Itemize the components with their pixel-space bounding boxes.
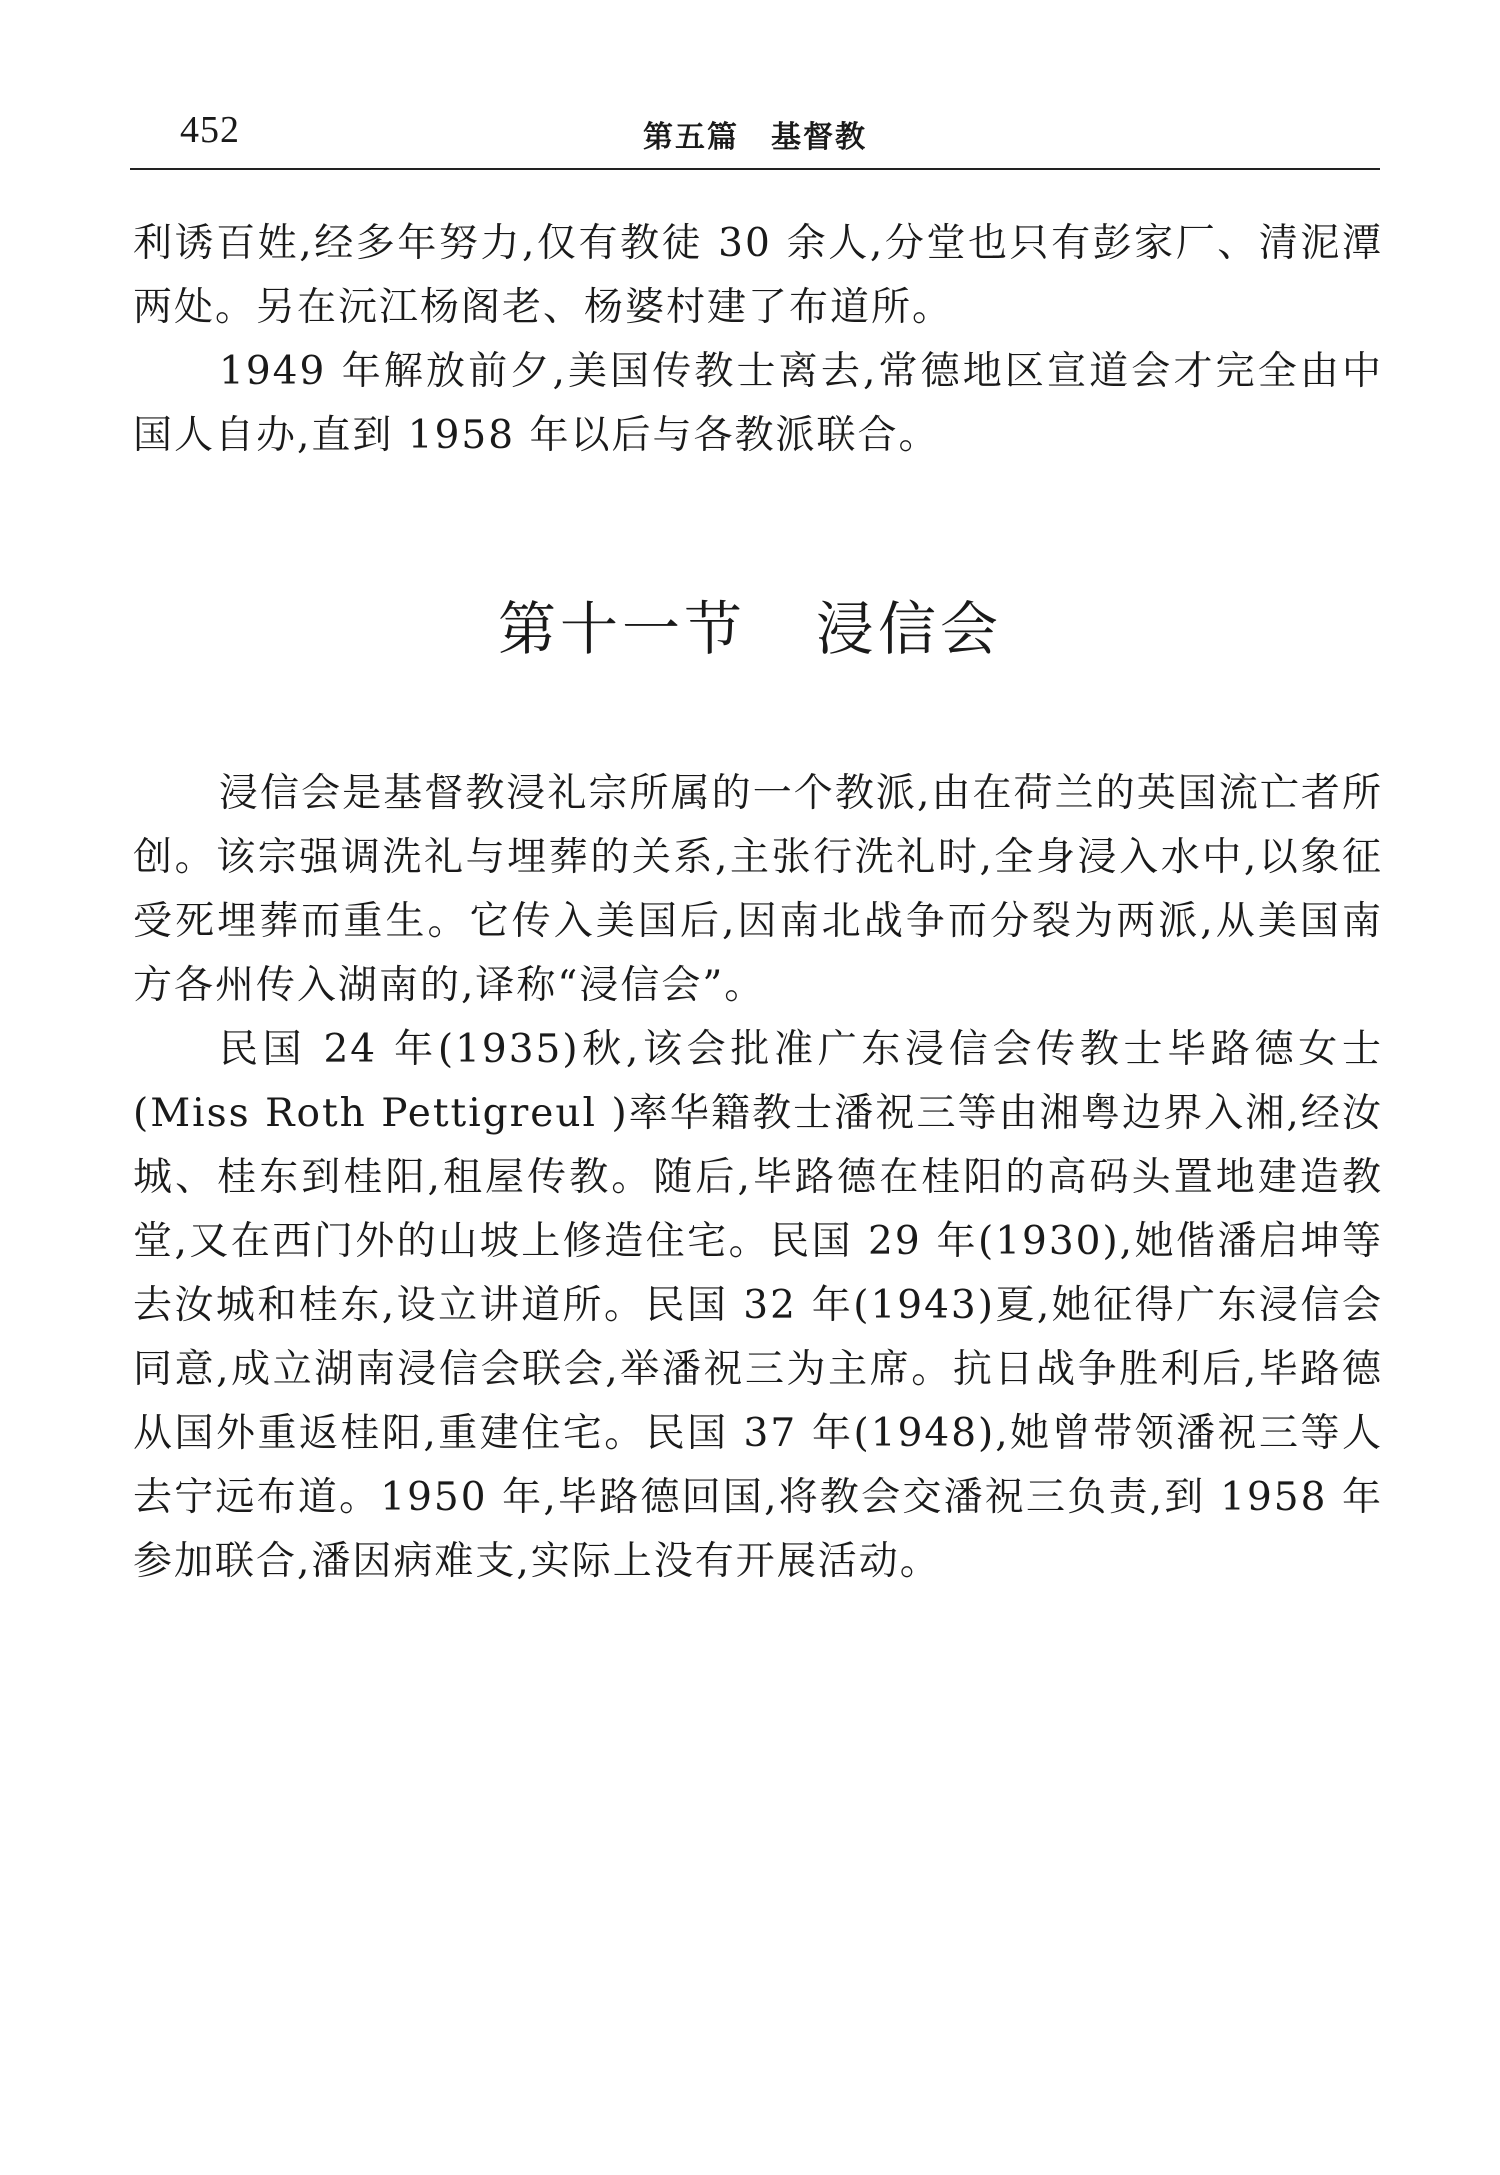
- paragraph: 浸信会是基督教浸礼宗所属的一个教派,由在荷兰的英国流亡者所创。该宗强调洗礼与埋葬的关系,主张行洗礼时,全身浸入水中,以象征受死埋葬而重生。它传入美国后,因南北战争而分裂为两派,从美国南方各州传入湖南的,译称“浸信会”。: [133, 771, 1383, 1008]
- continued-paragraph: 利诱百姓,经多年努力,仅有教徒 30 余人,分堂也只有彭家厂、清泥潭两处。另在沅江杨阁老、杨婆村建了布道所。: [133, 221, 1383, 330]
- top-text-block: [133, 212, 1383, 468]
- section-heading: [0, 582, 1500, 666]
- paragraph: 1949 年解放前夕,美国传教士离去,常德地区宣道会才完全由中国人自办,直到 1958 年以后与各教派联合。: [133, 349, 1383, 458]
- header-rule: [130, 168, 1380, 170]
- section-text-block: [133, 762, 1383, 1594]
- page-number: 452: [180, 109, 240, 151]
- page-header: [130, 100, 1380, 160]
- paragraph: 民国 24 年(1935)秋,该会批准广东浸信会传教士毕路德女士(Miss Roth Pettigreul )率华籍教士潘祝三等由湘粤边界入湘,经汝城、桂东到桂阳,租屋传教。随后,毕路德在桂阳的高码头置地建造教堂,又在西门外的山坡上修造住宅。民国 29 年(1930),她偕潘启坤等去汝城和桂东,设立讲道所。民国 32 年(1943)夏,她征得广东浸信会同意,成立湖南浸信会联会,举潘祝三为主席。抗日战争胜利后,毕路德从国外重返桂阳,重建住宅。民国 37 年(1948),她曾带领潘祝三等人去宁远布道。1950 年,毕路德回国,将教会交潘祝三负责,到 1958 年参加联合,潘因病难支,实际上没有开展活动。: [133, 1027, 1383, 1584]
- running-head: 第五篇 基督教: [643, 120, 867, 155]
- section-number: 第十一节: [497, 595, 746, 663]
- section-title: 浸信会: [816, 595, 1003, 663]
